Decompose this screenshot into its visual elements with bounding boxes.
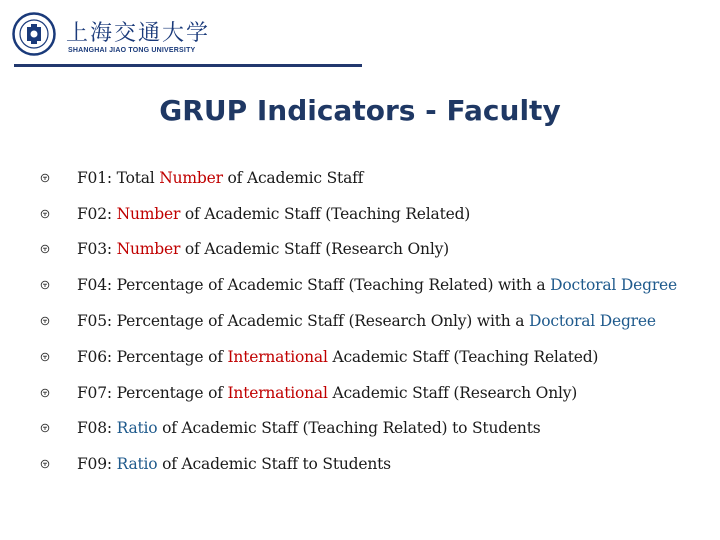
- item-code: F05:: [77, 312, 112, 331]
- item-text: [77, 419, 541, 437]
- bullet-icon: [40, 316, 50, 326]
- item-text: [77, 276, 677, 294]
- item-text: [77, 169, 363, 187]
- university-logo: [12, 12, 211, 60]
- bullet-icon: [40, 209, 50, 219]
- item-highlight: Ratio: [116, 455, 158, 474]
- item-code: F09:: [77, 455, 112, 474]
- item-text: [77, 240, 449, 258]
- item-code: F01:: [77, 168, 112, 187]
- item-highlight: Doctoral Degree: [550, 276, 677, 295]
- item-code: F08:: [77, 419, 112, 438]
- item-code: F07:: [77, 383, 112, 402]
- item-highlight: International: [227, 347, 328, 366]
- item-text-prefix: Percentage of Academic Staff (Teaching Related) with a: [116, 276, 551, 295]
- item-code: F02:: [77, 204, 112, 223]
- item-highlight: Number: [116, 204, 181, 223]
- header-divider: [14, 64, 362, 67]
- item-text-suffix: of Academic Staff (Teaching Related): [180, 204, 471, 223]
- item-text-prefix: Total: [116, 168, 160, 187]
- list-item: [40, 232, 710, 268]
- list-item: [40, 446, 710, 482]
- item-text: [77, 205, 470, 223]
- bullet-icon: [40, 244, 50, 254]
- list-item: [40, 303, 710, 339]
- list-item: [40, 267, 710, 303]
- item-code: F03:: [77, 240, 112, 259]
- bullet-icon: [40, 423, 50, 433]
- item-text: [77, 384, 577, 402]
- bullet-icon: [40, 352, 50, 362]
- logo-chinese-name: 上海交通大学: [66, 21, 211, 46]
- item-highlight: International: [227, 383, 328, 402]
- item-highlight: Ratio: [116, 419, 158, 438]
- bullet-icon: [40, 173, 50, 183]
- item-highlight: Number: [116, 240, 181, 259]
- bullet-icon: [40, 388, 50, 398]
- list-item: [40, 339, 710, 375]
- item-text-suffix: of Academic Staff (Teaching Related) to Students: [157, 419, 541, 438]
- list-item: [40, 160, 710, 196]
- list-item: [40, 375, 710, 411]
- item-text-suffix: of Academic Staff to Students: [157, 455, 391, 474]
- list-item: [40, 196, 710, 232]
- item-code: F06:: [77, 347, 112, 366]
- slide-title: GRUP Indicators - Faculty: [159, 94, 561, 127]
- indicator-list: [40, 160, 710, 482]
- item-text-prefix: Percentage of Academic Staff (Research Only) with a: [116, 312, 530, 331]
- item-text-prefix: Percentage of: [116, 383, 228, 402]
- item-text-suffix: Academic Staff (Research Only): [327, 383, 578, 402]
- item-text-prefix: Percentage of: [116, 347, 228, 366]
- item-text: [77, 312, 656, 330]
- university-seal-icon: [12, 12, 56, 56]
- item-text-suffix: Academic Staff (Teaching Related): [327, 347, 599, 366]
- item-text-suffix: of Academic Staff: [222, 168, 364, 187]
- item-highlight: Doctoral Degree: [529, 312, 656, 331]
- bullet-icon: [40, 459, 50, 469]
- item-code: F04:: [77, 276, 112, 295]
- item-highlight: Number: [159, 168, 223, 187]
- item-text-suffix: of Academic Staff (Research Only): [180, 240, 449, 259]
- logo-english-name: SHANGHAI JIAO TONG UNIVERSITY: [68, 47, 196, 54]
- bullet-icon: [40, 280, 50, 290]
- item-text: [77, 455, 391, 473]
- item-text: [77, 348, 598, 366]
- list-item: [40, 411, 710, 447]
